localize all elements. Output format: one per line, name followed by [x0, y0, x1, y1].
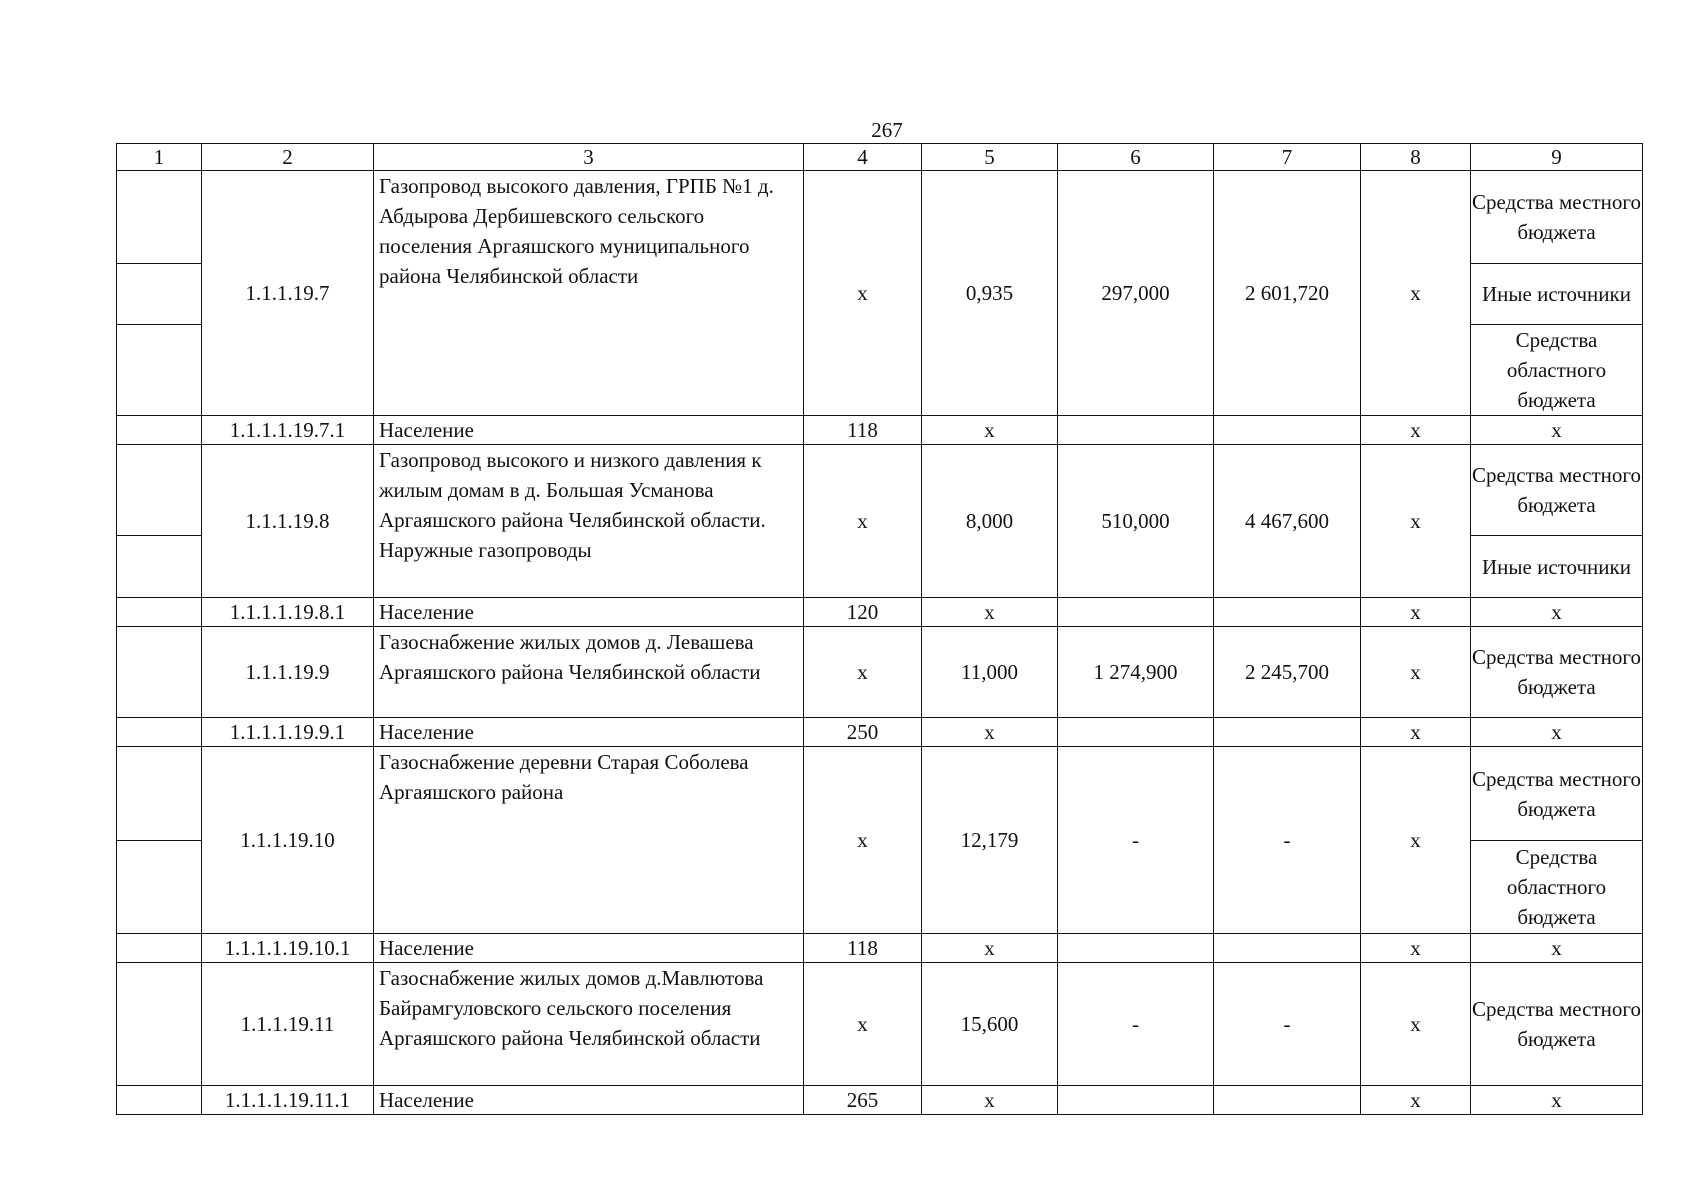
cell-c5: х	[922, 1086, 1058, 1115]
cell-c8: х	[1361, 598, 1471, 627]
table-row-population	[117, 718, 1643, 747]
cell-c7: -	[1214, 963, 1361, 1086]
cell-c4: 118	[804, 934, 922, 963]
empty-cell	[117, 1086, 202, 1115]
cell-c5: х	[922, 934, 1058, 963]
cell-c8: х	[1361, 718, 1471, 747]
funding-sources	[1471, 171, 1643, 416]
empty-cell	[117, 598, 202, 627]
cell-c7	[1214, 416, 1361, 445]
cell-c4: 250	[804, 718, 922, 747]
cell-c6	[1058, 598, 1214, 627]
cell-c5: 11,000	[922, 627, 1058, 718]
sub-code: 1.1.1.1.19.8.1	[202, 598, 374, 627]
cell-c8: х	[1361, 1086, 1471, 1115]
funding-sources	[1471, 747, 1643, 934]
funding-sources	[1471, 627, 1643, 718]
cell-c7	[1214, 1086, 1361, 1115]
header-cell: 6	[1058, 144, 1214, 171]
table-row	[117, 627, 1643, 718]
cell-c4: х	[804, 171, 922, 416]
cell-c4: х	[804, 627, 922, 718]
table-row	[117, 963, 1643, 1086]
funding-source: Средства местного бюджета	[1472, 645, 1641, 699]
cell-c4: х	[804, 963, 922, 1086]
header-cell: 8	[1361, 144, 1471, 171]
cell-c7	[1214, 598, 1361, 627]
sub-label: Население	[374, 1086, 804, 1115]
sub-label: Население	[374, 934, 804, 963]
item-code: 1.1.1.19.8	[202, 445, 374, 598]
cell-c4: 120	[804, 598, 922, 627]
funding-source: Средства областного бюджета	[1506, 328, 1607, 412]
empty-cell	[117, 445, 202, 598]
sub-label: Население	[374, 718, 804, 747]
cell-c5: 0,935	[922, 171, 1058, 416]
header-cell: 1	[117, 144, 202, 171]
cell-c7: 2 245,700	[1214, 627, 1361, 718]
table-row-population	[117, 598, 1643, 627]
item-code: 1.1.1.19.11	[202, 963, 374, 1086]
table-row	[117, 445, 1643, 598]
sub-label: Население	[374, 416, 804, 445]
cell-c5: х	[922, 416, 1058, 445]
cell-c9: х	[1471, 1086, 1643, 1115]
cell-c8: х	[1361, 171, 1471, 416]
cell-c6	[1058, 416, 1214, 445]
funding-source: Иные источники	[1482, 554, 1631, 579]
cell-c6	[1058, 718, 1214, 747]
item-description: Газоснабжение деревни Старая Соболева Аргаяшского района	[374, 747, 804, 934]
funding-source: Иные источники	[1471, 264, 1642, 325]
funding-source: Средства местного бюджета	[1471, 171, 1642, 264]
header-cell: 7	[1214, 144, 1361, 171]
cell-c6: -	[1058, 963, 1214, 1086]
budget-table	[116, 143, 1643, 1115]
cell-c7	[1214, 718, 1361, 747]
funding-source: Средства областного бюджета	[1506, 845, 1607, 929]
table-row-population	[117, 416, 1643, 445]
cell-c6	[1058, 934, 1214, 963]
funding-sources	[1471, 963, 1643, 1086]
sub-code: 1.1.1.1.19.10.1	[202, 934, 374, 963]
funding-source: Средства местного бюджета	[1471, 445, 1642, 536]
cell-c6	[1058, 1086, 1214, 1115]
empty-cell	[117, 718, 202, 747]
cell-c8: х	[1361, 963, 1471, 1086]
cell-c7	[1214, 934, 1361, 963]
cell-c7: 4 467,600	[1214, 445, 1361, 598]
cell-c9: х	[1471, 598, 1643, 627]
cell-c6: 1 274,900	[1058, 627, 1214, 718]
header-cell: 2	[202, 144, 374, 171]
cell-c7: -	[1214, 747, 1361, 934]
cell-c9: х	[1471, 934, 1643, 963]
cell-c4: 118	[804, 416, 922, 445]
empty-cell	[117, 934, 202, 963]
cell-c5: 8,000	[922, 445, 1058, 598]
header-cell: 9	[1471, 144, 1643, 171]
cell-c5: 15,600	[922, 963, 1058, 1086]
cell-c8: х	[1361, 627, 1471, 718]
item-description: Газопровод высокого давления, ГРПБ №1 д. Абдырова Дербишевского сельского поселения Аргаяшского муниципального района Челябинской области	[374, 171, 804, 416]
cell-c5: х	[922, 598, 1058, 627]
header-row	[117, 144, 1643, 171]
cell-c8: х	[1361, 934, 1471, 963]
sub-code: 1.1.1.1.19.7.1	[202, 416, 374, 445]
header-cell: 5	[922, 144, 1058, 171]
cell-c4: х	[804, 445, 922, 598]
item-description: Газопровод высокого и низкого давления к жилым домам в д. Большая Усманова Аргаяшского района Челябинской области. Наружные газопроводы	[374, 445, 804, 598]
cell-c9: х	[1471, 416, 1643, 445]
table-row	[117, 171, 1643, 416]
item-description: Газоснабжение жилых домов д. Левашева Аргаяшского района Челябинской области	[374, 627, 804, 718]
item-description: Газоснабжение жилых домов д.Мавлютова Байрамгуловского сельского поселения Аргаяшского района Челябинской области	[374, 963, 804, 1086]
cell-c9: х	[1471, 718, 1643, 747]
cell-c6: 297,000	[1058, 171, 1214, 416]
item-code: 1.1.1.19.7	[202, 171, 374, 416]
funding-source: Средства местного бюджета	[1472, 997, 1641, 1051]
cell-c8: х	[1361, 747, 1471, 934]
cell-c6: -	[1058, 747, 1214, 934]
table-row	[117, 747, 1643, 934]
funding-sources	[1471, 445, 1643, 598]
empty-cell	[117, 627, 202, 718]
sub-code: 1.1.1.1.19.9.1	[202, 718, 374, 747]
page-number: 267	[871, 118, 903, 142]
cell-c8: х	[1361, 416, 1471, 445]
cell-c4: х	[804, 747, 922, 934]
sub-code: 1.1.1.1.19.11.1	[202, 1086, 374, 1115]
empty-cell	[117, 171, 202, 416]
table-row-population	[117, 934, 1643, 963]
funding-source: Средства местного бюджета	[1471, 747, 1642, 841]
item-code: 1.1.1.19.10	[202, 747, 374, 934]
cell-c7: 2 601,720	[1214, 171, 1361, 416]
empty-cell	[117, 963, 202, 1086]
header-cell: 3	[374, 144, 804, 171]
cell-c4: 265	[804, 1086, 922, 1115]
table-row-population	[117, 1086, 1643, 1115]
cell-c6: 510,000	[1058, 445, 1214, 598]
empty-cell	[117, 416, 202, 445]
empty-cell	[117, 747, 202, 934]
cell-c8: х	[1361, 445, 1471, 598]
cell-c5: 12,179	[922, 747, 1058, 934]
header-cell: 4	[804, 144, 922, 171]
item-code: 1.1.1.19.9	[202, 627, 374, 718]
cell-c5: х	[922, 718, 1058, 747]
sub-label: Население	[374, 598, 804, 627]
